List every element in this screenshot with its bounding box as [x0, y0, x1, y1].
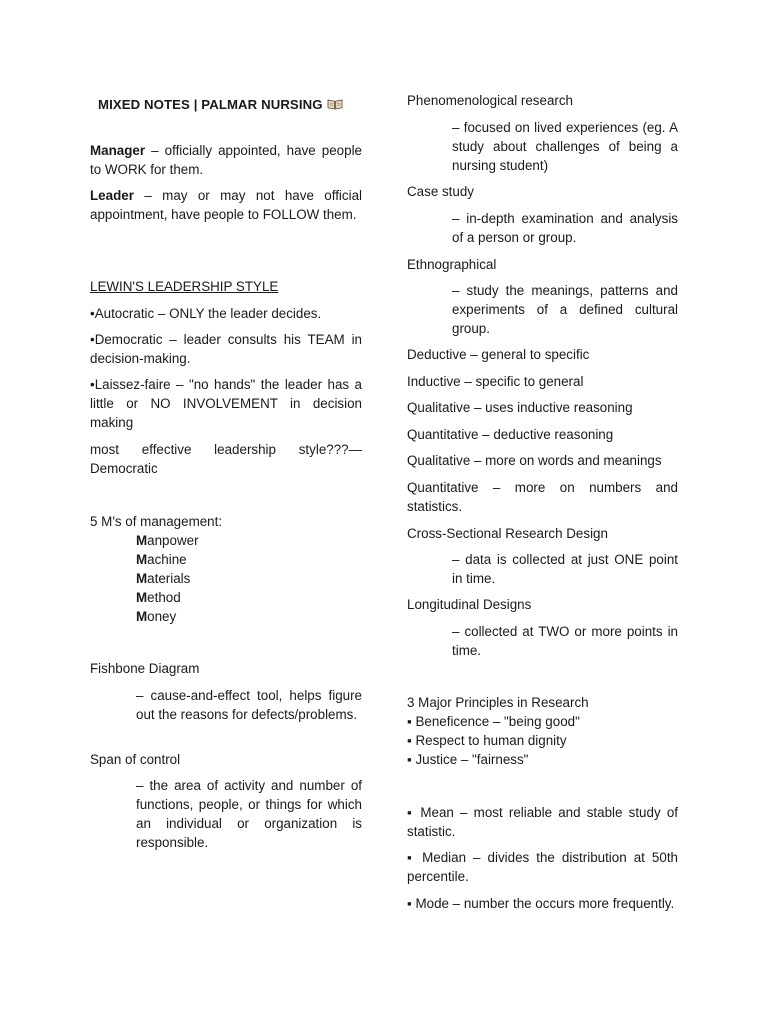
manager-definition: [90, 141, 362, 179]
most-effective-note: most effective leadership style???— Democratic: [90, 442, 362, 476]
democratic-item: •Democratic – leader consults his TEAM in decision-making.: [90, 332, 362, 366]
five-ms-list: [136, 531, 362, 626]
principles-heading: 3 Major Principles in Research: [407, 695, 589, 710]
principles-list: [407, 712, 678, 769]
mean-item: ▪ Mean – most reliable and stable study of statistic.: [407, 805, 678, 839]
five-ms-heading: 5 M's of management:: [90, 514, 223, 529]
m-item-machine: Machine: [136, 552, 187, 567]
quantitative-reasoning-item: Quantitative – deductive reasoning: [407, 427, 614, 442]
cross-sectional-definition: – data is collected at just ONE point in time.: [452, 552, 678, 586]
quantitative-numbers-item: Quantitative – more on numbers and statistics.: [407, 480, 678, 514]
mode-item: ▪ Mode – number the occurs more frequently.: [407, 896, 675, 911]
phenomenological-definition: – focused on lived experiences (eg. A study about challenges of being a nursing student): [452, 120, 678, 173]
m-item-manpower: Manpower: [136, 533, 199, 548]
laissez-faire-item: •Laissez-faire – "no hands" the leader has a little or NO INVOLVEMENT in decision making: [90, 377, 362, 430]
phenomenological-heading: Phenomenological research: [407, 93, 573, 108]
manager-text: – officially appointed, have people to WORK for them.: [90, 143, 362, 177]
leader-definition: [90, 186, 362, 224]
title-text: MIXED NOTES | PALMAR NURSING: [98, 97, 323, 112]
longitudinal-heading: Longitudinal Designs: [407, 597, 532, 612]
principle-item: ▪ Respect to human dignity: [407, 733, 567, 748]
ethnographical-definition: – study the meanings, patterns and experiments of a defined cultural group.: [452, 283, 678, 336]
leader-text: – may or may not have official appointment, have people to FOLLOW them.: [90, 188, 362, 222]
inductive-item: Inductive – specific to general: [407, 374, 584, 389]
autocratic-item: •Autocratic – ONLY the leader decides.: [90, 306, 322, 321]
m-item-money: Money: [136, 609, 177, 624]
span-of-control-heading: Span of control: [90, 752, 181, 767]
fishbone-heading: Fishbone Diagram: [90, 661, 200, 676]
qualitative-words-item: Qualitative – more on words and meanings: [407, 453, 662, 468]
median-item: ▪ Median – divides the distribution at 50th percentile.: [407, 850, 678, 884]
deductive-item: Deductive – general to specific: [407, 347, 590, 362]
open-book-icon: [327, 96, 343, 115]
lewin-heading: LEWIN'S LEADERSHIP STYLE: [90, 279, 279, 294]
ethnographical-heading: Ethnographical: [407, 257, 497, 272]
leader-term: Leader: [90, 188, 134, 203]
page-title: [98, 95, 368, 115]
fishbone-definition: – cause-and-effect tool, helps figure out the reasons for defects/problems.: [136, 688, 362, 722]
span-of-control-definition: – the area of activity and number of functions, people, or things for which an individual or organization is responsible.: [136, 778, 362, 850]
principle-item: ▪ Justice – "fairness": [407, 752, 529, 767]
case-study-definition: – in-depth examination and analysis of a person or group.: [452, 211, 678, 245]
longitudinal-definition: – collected at TWO or more points in time.: [452, 624, 678, 658]
case-study-heading: Case study: [407, 184, 474, 199]
m-item-method: Method: [136, 590, 181, 605]
principle-item: ▪ Beneficence – "being good": [407, 714, 580, 729]
m-item-materials: Materials: [136, 571, 191, 586]
manager-term: Manager: [90, 143, 146, 158]
qualitative-reasoning-item: Qualitative – uses inductive reasoning: [407, 400, 633, 415]
cross-sectional-heading: Cross-Sectional Research Design: [407, 526, 608, 541]
